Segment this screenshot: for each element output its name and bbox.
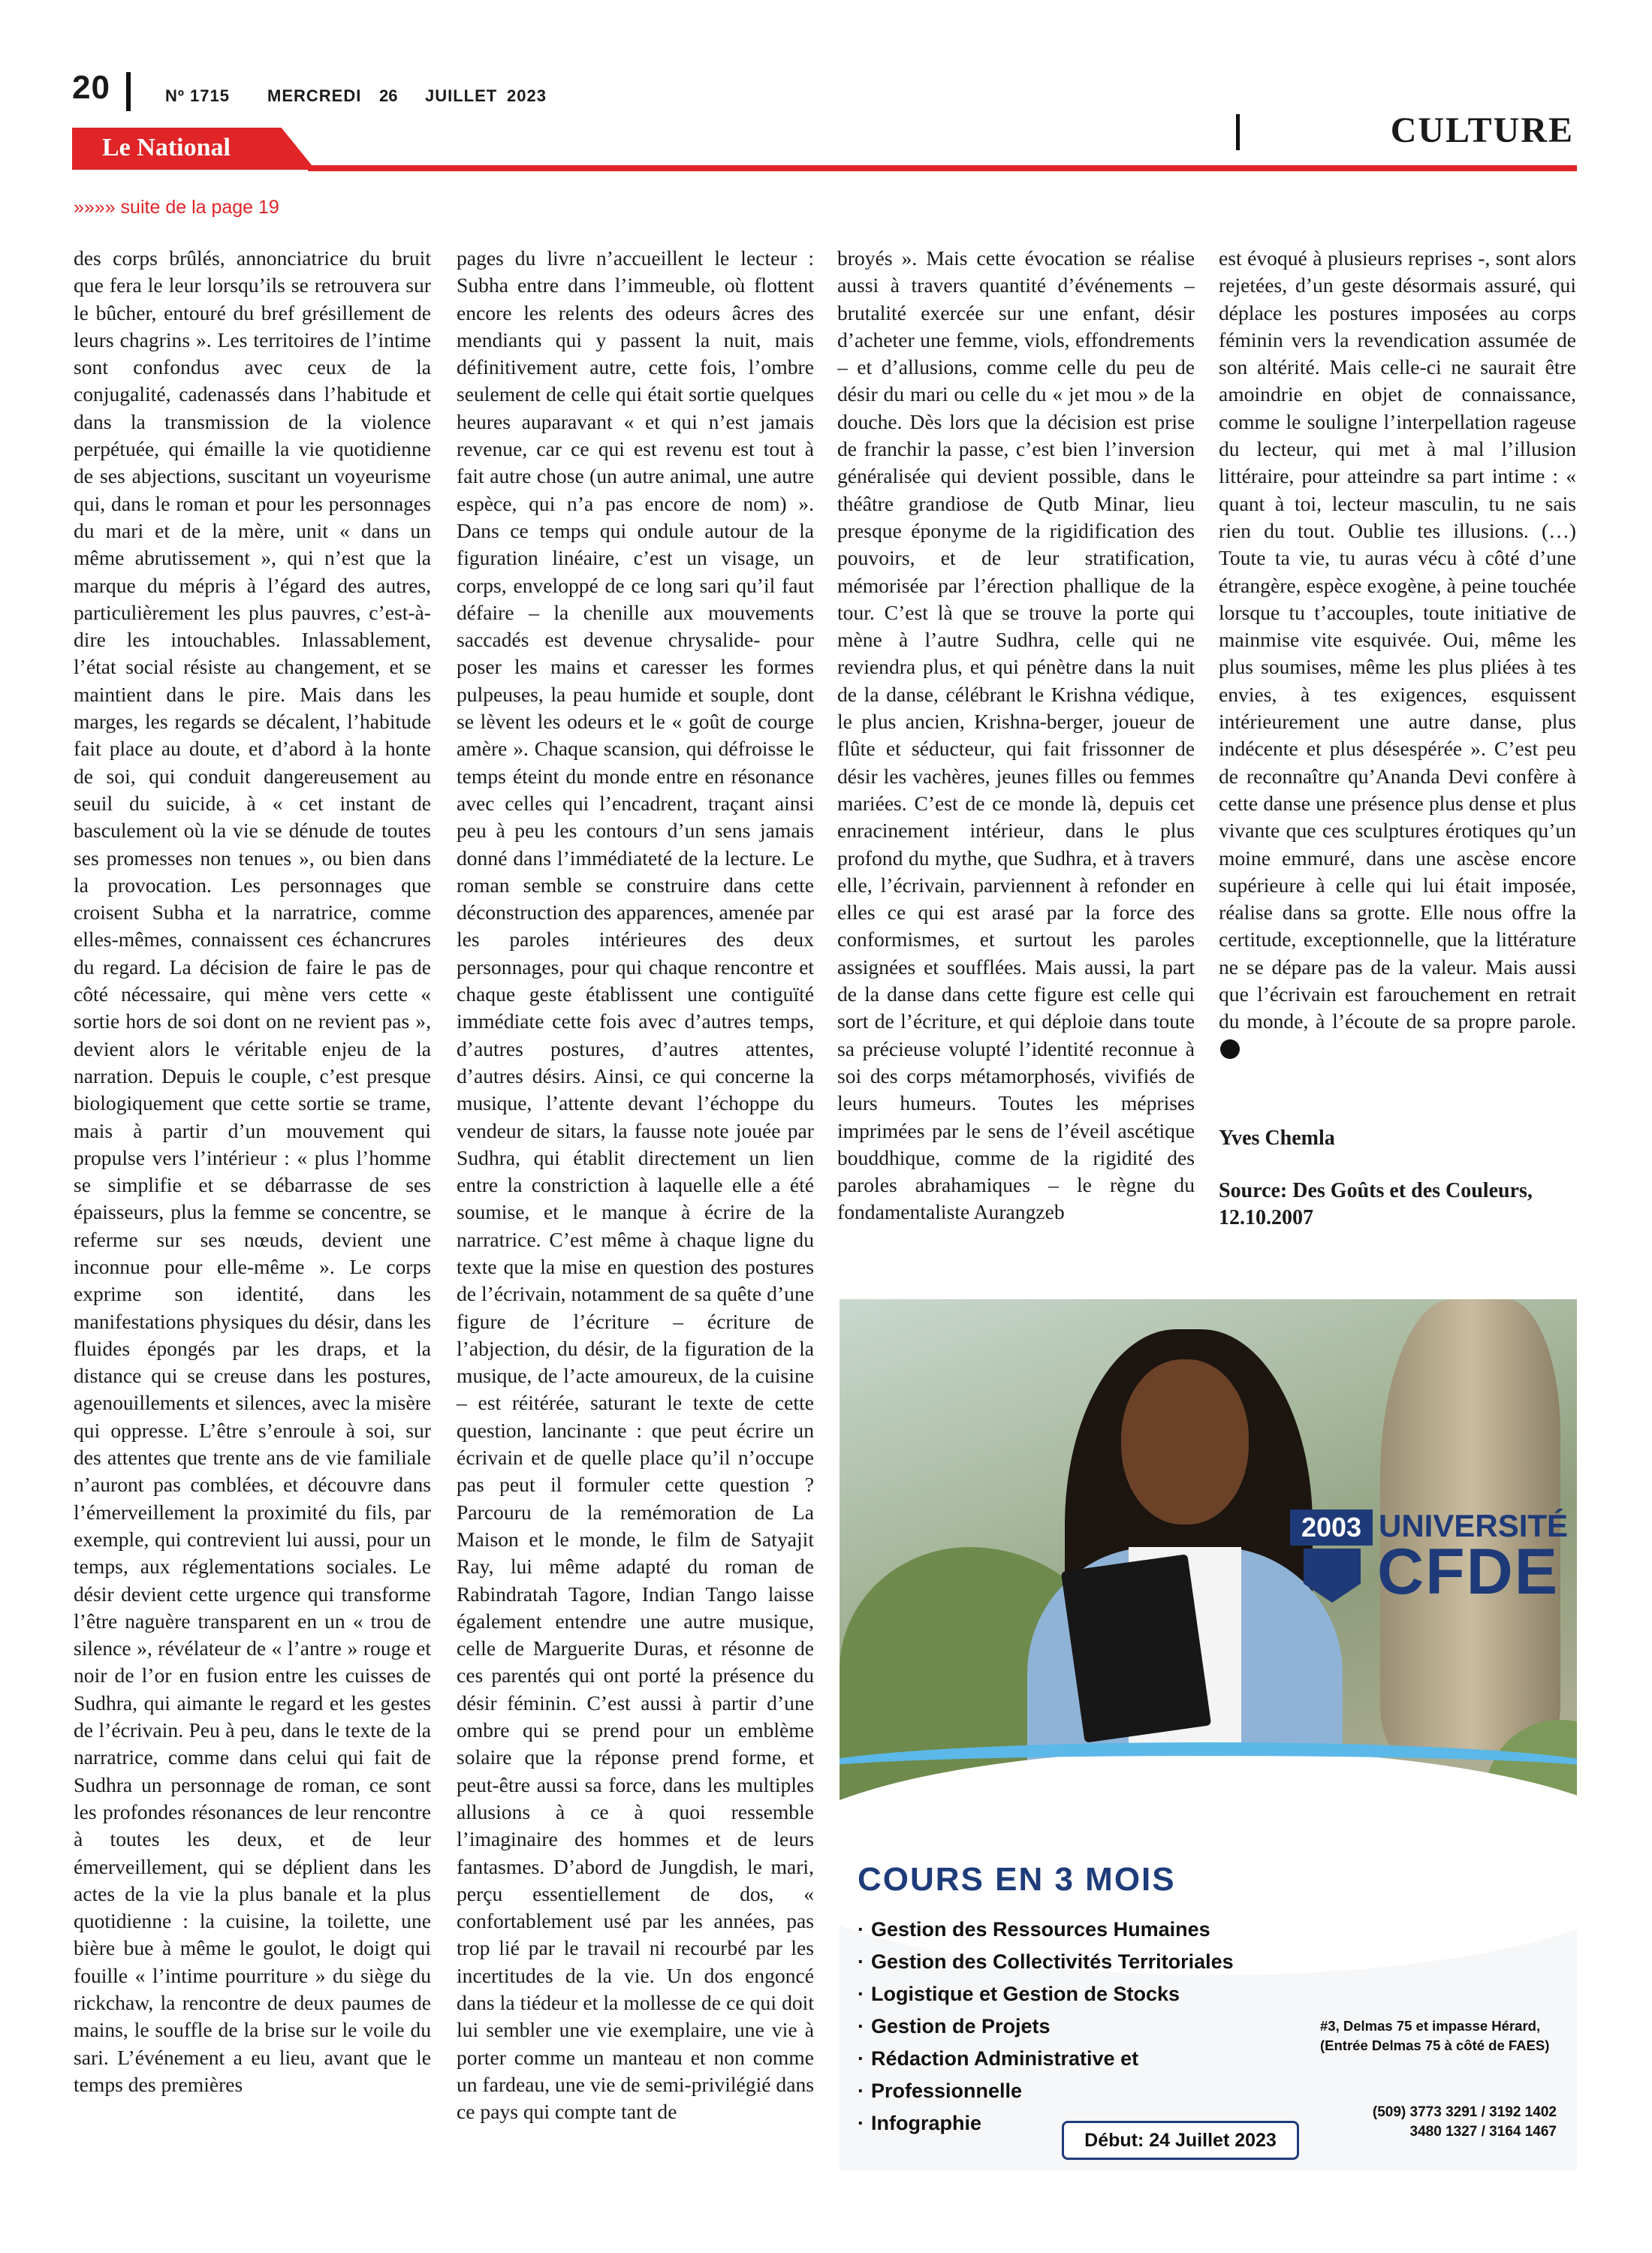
ad-phone-numbers (1339, 2103, 1557, 2142)
ad-headline: COURS EN 3 MOIS (858, 1861, 1176, 1898)
start-date-badge: Début: 24 Juillet 2023 (1062, 2121, 1299, 2160)
university-logo (1290, 1502, 1569, 1608)
ad-address (1320, 2016, 1560, 2055)
course-list (858, 1914, 1234, 2140)
article-author: Yves Chemla (1219, 1126, 1335, 1150)
address-line: #3, Delmas 75 et impasse Hérard, (1320, 2018, 1541, 2034)
article-column-1 (74, 245, 431, 2098)
header-rule (308, 165, 1577, 171)
issue-day: 26 (379, 86, 398, 105)
logo-university-label: UNIVERSITÉ (1379, 1508, 1569, 1543)
article-source: Source: Des Goûts et des Couleurs, 12.10.2007 (1219, 1179, 1533, 1229)
article-text-col4: est évoqué à plusieurs reprises -, sont alors rejetées, d’un geste désormais assuré, qui déplace les postures imposées au corps féminin vers la revendication assumée de son altérité. Mais celle-ci ne saurait être amoindrie en objet de connaissance, comme le souligne l’interpellation rageuse du lecteur, qui met à mal l’illusion littéraire, pour atteindre sa part intime : « quant à toi, lecteur masculin, tu ne sais rien du tout. Oublie tes illusions. (…) Toute ta vie, tu auras vécu à côté d’une étrangère, espèce exogène, à peine touchée lorsque tu t’accouples, toute initiative de mainmise vite esquivée. Oui, même les plus soumises, même les plus pliées à tes envies, à tes exigences, esquissent intérieurement une autre danse, plus indécente et plus désespérée ». C’est peu de reconnaître qu’Ananda Devi confère à cette danse une présence plus dense et plus vivante que ces sculptures érotiques qu’un moine emmuré, dans une ascèse encore supérieure à celle qui lui était imposée, réalise dans sa grotte. Elle nous offre la certitude, exceptionnelle, que la littérature ne se dépare pas de la valeur. Mais aussi que l’écrivain est farouchement en retrait du monde, à l’écoute de sa propre parole. (1219, 246, 1576, 1033)
shield-icon (1304, 1549, 1361, 1603)
article-column-3 (837, 245, 1195, 1266)
section-title: CULTURE (1390, 110, 1574, 150)
page-number-divider (126, 72, 131, 111)
issue-weekday: MERCREDI (267, 86, 362, 105)
course-item: · Gestion des Collectivités Territoriales (858, 1946, 1234, 1978)
logo-year: 2003 (1290, 1510, 1373, 1546)
phone-line: (509) 3773 3291 / 3192 1402 (1372, 2104, 1557, 2120)
page-number: 20 (72, 69, 110, 106)
issue-year: 2023 (507, 86, 547, 105)
article-text-col2: pages du livre n’accueillent le lecteur : Subha entre dans l’immeuble, où flottent encore les relents des odeurs âcres des mendiants qui y passent la nuit, mais définitivement autre, cette fois, l’ombre seulement de celle qui était sortie quelques heures auparavant « et qui n’est jamais revenue, car ce qui est revenu est tout à fait autre chose (un autre animal, une autre espèce, qui n’a pas encore de nom) ». Dans ce temps qui ondule autour de la figuration linéaire, c’est un visage, un corps, enveloppé de ce long sari qu’il faut défaire – la chenille aux mouvements saccadés est devenue chrysalide- pour poser les mains et caresser les formes pulpeuses, la peau humide et souple, dont se lèvent les odeurs et le « goût de courge amère ». Chaque scansion, qui défroisse le temps éteint du monde entre en résonance avec celles qui l’encadrent, traçant ainsi peu à peu les contours d’un sens jamais donné dans l’immédiateté de la lecture. Le roman semble se construire dans cette déconstruction des apparences, amenée par les paroles intérieures des deux personnages, pour qui chaque rencontre et chaque geste établissent une contiguïté immédiate cette fois avec d’autres temps, d’autres postures, d’autres attentes, d’autres désirs. Ainsi, ce qui concerne la musique, l’attente devant l’échoppe du vendeur de sitars, la fausse note jouée par Sudhra, qui établit directement un lien entre la constriction à laquelle elle a été soumise, et le manque à écrire de la narratrice. C’est même à chaque ligne du texte que la mise en question des postures de l’écrivain, notamment de sa quête d’une figure de l’écriture – écriture de l’abjection, du désir, de la figuration de la musique, de l’acte amoureux, de la cuisine – est réitérée, saturant le texte de cette question, lancinante : que peut écrire un écrivain et de quelle place qu’il n’occupe pas peut il formuler cette question ? Parcouru de la remémoration de La Maison et le monde, le film de Satyajit Ray, lui même adapté du roman de Rabindratah Tagore, Indian Tango laisse également entendre une autre musique, celle de Marguerite Duras, et résonne de ces parentés qui ont porté la présence du désir féminin. C’est aussi à partir d’une ombre qui se prend pour un emblème solaire que la réponse prend forme, et peut-être aussi sa force, dans les multiples allusions à ce à quoi ressemble l’imaginaire des hommes et de leurs fantasmes. D’abord de Jungdish, le mari, perçu essentiellement de dos, « confortablement usé par les années, pas trop lié par le travail ni recourbé par les incertitudes de la vie. Un dos engoncé dans la tiédeur et la mollesse de ce qui doit lui sembler une vie exemplaire, une vie à porter comme un manteau et non comme un fardeau, une vie de semi-privilégié dans ce pays qui compte tant de (457, 246, 814, 2124)
course-item: · Logistique et Gestion de Stocks (858, 1978, 1234, 2010)
continuation-note: »»»» suite de la page 19 (74, 197, 279, 218)
article-text-col3: broyés ». Mais cette évocation se réalise aussi à travers quantité d’événements – brutalité exercée sur une enfant, désir d’acheter une femme, viols, effondrements – et d’allusions, comme celle du peu de désir du mari ou celle du « jet mou » de la douche. Dès lors que la décision est prise de franchir la passe, c’est bien l’inversion généralisée qui devient possible, dans le théâtre grandiose de Qutb Minar, lieu presque éponyme de la rigidification des pouvoirs, et de leur stratification, mémorisée par l’érection phallique de la tour. C’est là que se trouve la porte qui mène à l’autre Sudhra, celle qui ne reviendra plus, et qui pénètre dans la nuit de la danse, célébrant le Krishna védique, le plus ancien, Krishna-berger, joueur de flûte et séducteur, qui fait frissonner de désir les vachères, jeunes filles ou femmes mariées. C’est de ce monde là, depuis cet enracinement intérieur, dans le plus profond du mythe, que Sudhra, et à travers elle, l’écrivain, parviennent à refonder en elles ce qui est arasé par la force des conformismes, et surtout les paroles assignées et soufflées. Mais aussi, la part de la danse dans cette figure est celle qui sort de l’écriture, et qui déploie dans toute sa précieuse volupté l’identité reconnue à soi des corps métamorphosés, vivifiés de leurs humeurs. Toutes les méprises imprimées par le sens de l’éveil ascétique bouddhique, comme de la rigidité des paroles abrahamiques – le règne du fondamentaliste Aurangzeb (837, 246, 1195, 1224)
article-text-col4-wrap (1219, 245, 1576, 1063)
article-column-2 (457, 245, 814, 2125)
address-line: (Entrée Delmas 75 à côté de FAES) (1320, 2037, 1550, 2053)
student-face-shape (1121, 1359, 1249, 1525)
section-divider (1236, 114, 1240, 150)
course-item: · Professionnelle (858, 2075, 1234, 2107)
issue-number: Nº 1715 (165, 86, 230, 105)
ad-photo (840, 1299, 1577, 1817)
article-text-col1: des corps brûlés, annonciatrice du bruit que fera le leur lorsqu’ils se retrouvera sur le bûcher, entouré du bref grésillement de leurs chagrins ». Les territoires de l’intime sont confondus avec ceux de la conjugalité, cadenassés dans l’habitude et dans la transmission de la violence perpétuée, qui émaille la vie quotidienne de ses abjections, suscitant un voyeurisme qui, dans le roman et pour les personnages du mari et de la mère, unit « dans un même abrutissement », qui n’est que la marque du mépris à l’égard des autres, particulièrement les plus pauvres, c’est-à-dire les intouchables. Inlassablement, l’état social résiste au changement, et se maintient dans le pire. Mais dans les marges, les regards se décalent, l’habitude fait place au doute, et d’abord à la honte de soi, qui conduit dangereusement au seuil du suicide, à « cet instant de basculement où la vie se dénude de toutes ses promesses non tenues », ou bien dans la provocation. Les personnages que croisent Subha et la narratrice, comme elles-mêmes, connaissent ces échancrures du regard. La décision de faire le pas de côté nécessaire, qui mène vers cette « sortie hors de soi dont on ne revient pas », devient alors le véritable enjeu de la narration. Depuis le couple, c’est presque biologiquement que cette sortie se trame, mais à partir d’un mouvement qui propulse vers l’intérieur : « plus l’homme se simplifie et se débarrasse de ses épaisseurs, plus la femme se concentre, se referme sur ses nœuds, devient une inconnue pour elle-même ». Le corps exprime son identité, dans les manifestations physiques du désir, dans les fluides épongés par les draps, et la distance qui se creuse dans les postures, agenouillements et silences, avec la misère qui oppresse. L’être s’enroule à soi, sur des attentes que trente ans de vie familiale n’auront pas comblées, et découvre dans l’émerveillement la proximité du fils, par exemple, qui contrevient lui aussi, pour un temps, aux réglementations sociales. Le désir devient cette urgence qui transforme l’être naguère transparent en un « trou de silence », révélateur de « l’antre » rouge et noir de l’or en fusion entre les cuisses de Sudhra, qui aimante le regard et les gestes de l’écrivain. Peu à peu, dans le texte de la narratrice, comme dans celui qui fait de Sudhra un personnage de roman, ce sont les profondes résonances de leur rencontre à toutes les deux, et de leur émerveillement, qui se déplient dans les actes de la vie la plus banale et la plus quotidienne : la cuisine, la toilette, une bière bue à même le goulot, le doigt qui fouille « l’intime pourriture » du siège du rickchaw, la rencontre de deux paumes de mains, le souffle de la brise sur le voile du sari. L’événement a eu lieu, avant que le temps des premières (74, 246, 431, 2096)
advertisement (840, 1299, 1577, 2170)
student-folder-shape (1061, 1554, 1211, 1742)
course-item: · Infographie (858, 2107, 1234, 2140)
logo-university-name: CFDE (1377, 1536, 1560, 1608)
issue-month: JUILLET (425, 86, 498, 105)
article-column-4 (1219, 245, 1576, 1063)
course-item: · Gestion des Ressources Humaines (858, 1914, 1234, 1946)
end-of-article-icon (1220, 1039, 1240, 1059)
ad-wave-accent (840, 1742, 1577, 1801)
course-item: · Rédaction Administrative et (858, 2043, 1234, 2075)
phone-line: 3480 1327 / 3164 1467 (1409, 2124, 1557, 2140)
course-item: · Gestion de Projets (858, 2010, 1234, 2043)
publication-name: Le National (102, 134, 231, 161)
